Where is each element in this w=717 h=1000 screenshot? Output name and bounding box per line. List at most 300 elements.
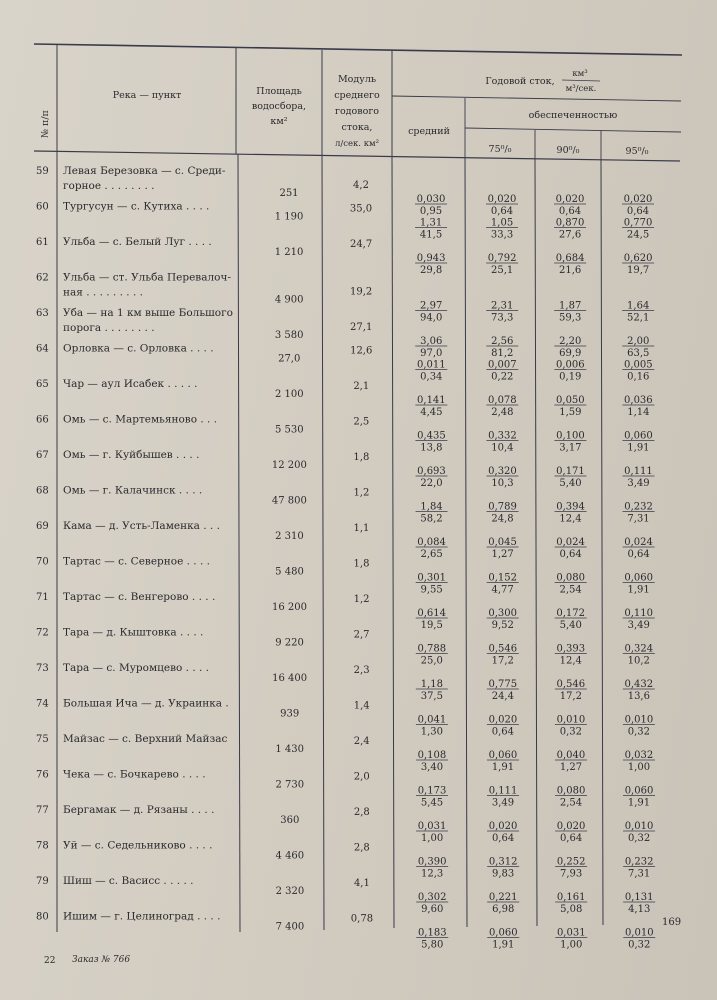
runoff-volume-km3: 0,078 (488, 395, 517, 406)
runoff-fraction-p90 (554, 336, 586, 359)
runoff-fraction-p75 (487, 608, 519, 631)
runoff-volume-km3: 0,010 (624, 714, 654, 726)
runoff-fraction-mean (416, 715, 448, 738)
runoff-volume-km3: 0,020 (487, 194, 517, 205)
runoff-module: 2,8 (353, 842, 370, 854)
runoff-fraction-mean (416, 608, 448, 631)
runoff-fraction-p75 (487, 928, 519, 951)
runoff-discharge-m3s: 81,2 (491, 348, 514, 359)
runoff-discharge-m3s: 9,52 (491, 620, 514, 631)
runoff-discharge-m3s: 1,59 (559, 407, 582, 418)
runoff-fraction-p90 (554, 194, 586, 217)
runoff-discharge-m3s: 6,98 (492, 904, 515, 915)
row-number: 79 (36, 876, 49, 887)
row-number: 76 (36, 769, 49, 781)
runoff-discharge-m3s: 1,00 (420, 833, 444, 844)
catchment-area: 1 210 (274, 247, 304, 258)
catchment-area: 7 400 (275, 921, 305, 933)
area-col-header-3: км² (270, 116, 288, 127)
row-number: 80 (36, 911, 49, 923)
runoff-fraction-mean (415, 336, 447, 359)
table-row (36, 840, 655, 880)
runoff-discharge-m3s: 1,14 (627, 407, 650, 418)
table-row (36, 236, 654, 276)
runoff-volume-km3: 0,084 (417, 537, 446, 548)
runoff-volume-km3: 0,020 (556, 821, 586, 832)
runoff-fraction-p95 (622, 253, 654, 276)
runoff-fraction-p75 (487, 715, 519, 738)
runoff-volume-km3: 1,18 (420, 679, 443, 690)
runoff-module: 12,6 (350, 345, 373, 357)
runoff-fraction-p90 (555, 857, 587, 880)
runoff-discharge-m3s: 5,80 (421, 939, 444, 951)
runoff-fraction-p95 (623, 679, 655, 702)
runoff-fraction-p90 (555, 573, 587, 596)
runoff-fraction-mean (415, 395, 447, 418)
runoff-fraction-p75 (486, 360, 518, 383)
runoff-discharge-m3s: 5,40 (559, 478, 582, 489)
runoff-module: 2,1 (353, 381, 370, 392)
runoff-discharge-m3s: 5,08 (560, 904, 583, 915)
runoff-volume-km3: 0,010 (624, 927, 654, 939)
runoff-module: 2,7 (353, 629, 370, 641)
runoff-fraction-mean (416, 857, 448, 880)
p95-col-header: 95⁰/₀ (625, 146, 649, 157)
runoff-module: 2,8 (353, 807, 370, 818)
p75-col-header: 75⁰/₀ (488, 144, 512, 155)
runoff-discharge-m3s: 33,3 (490, 229, 514, 241)
river-point-name: Тартас — с. Венгерово . . . . (63, 591, 216, 603)
runoff-volume-km3: 1,31 (419, 217, 443, 229)
runoff-volume-km3: 0,080 (556, 785, 586, 797)
runoff-volume-km3: 0,080 (556, 572, 585, 584)
runoff-fraction-mean (416, 928, 448, 951)
runoff-col-header: Годовой сток, (485, 76, 555, 87)
catchment-area: 3 580 (274, 330, 304, 341)
runoff-fraction-mean (416, 573, 448, 596)
table-row (36, 627, 655, 667)
runoff-volume-km3: 3,06 (420, 336, 443, 347)
river-point-name: Левая Березовка — с. Среди- (63, 165, 226, 177)
module-col-header-2: среднего (334, 90, 380, 101)
runoff-volume-km3: 0,770 (623, 217, 653, 229)
runoff-fraction-mean (416, 750, 448, 773)
runoff-discharge-m3s: 10,3 (491, 478, 514, 489)
runoff-fraction-mean (416, 892, 448, 915)
runoff-volume-km3: 0,010 (624, 821, 654, 832)
runoff-volume-km3: 0,252 (556, 856, 586, 868)
area-col-header-2: водосбора, (251, 101, 307, 112)
runoff-discharge-m3s: 1,91 (627, 584, 650, 596)
runoff-volume-km3: 0,060 (624, 430, 653, 442)
row-number: 68 (36, 485, 49, 497)
runoff-volume-km3: 0,111 (488, 785, 518, 797)
runoff-fraction-p95 (623, 857, 655, 880)
runoff-discharge-m3s: 19,5 (420, 620, 443, 631)
runoff-discharge-m3s: 2,48 (491, 407, 514, 418)
runoff-discharge-m3s: 37,5 (420, 691, 443, 702)
runoff-volume-km3: 1,84 (420, 501, 443, 513)
runoff-fraction-p75 (486, 253, 518, 276)
runoff-fraction-p95 (623, 750, 655, 773)
p90-col-header: 90⁰/₀ (556, 145, 580, 156)
runoff-discharge-m3s: 7,31 (628, 868, 651, 880)
runoff-volume-km3: 0,110 (624, 608, 654, 619)
runoff-fraction-p75 (486, 395, 518, 418)
runoff-discharge-m3s: 1,27 (491, 549, 514, 560)
module-col-header-1: Модуль (337, 74, 377, 85)
catchment-area: 27,0 (278, 353, 301, 365)
runoff-fraction-p75 (487, 644, 519, 667)
runoff-discharge-m3s: 24,8 (491, 513, 514, 525)
runoff-volume-km3: 0,943 (416, 253, 446, 264)
runoff-discharge-m3s: 29,8 (419, 265, 443, 276)
runoff-discharge-m3s: 0,32 (627, 833, 651, 844)
table-row (36, 733, 655, 773)
catchment-area: 12 200 (271, 460, 307, 471)
runoff-volume-km3: 0,141 (417, 395, 446, 406)
runoff-volume-km3: 0,693 (417, 466, 446, 477)
catchment-area: 2 320 (275, 886, 305, 897)
runoff-fraction-p90 (554, 360, 586, 383)
runoff-volume-km3: 0,020 (623, 194, 653, 205)
footer-left-number: 22 (44, 956, 56, 966)
runoff-module: 24,7 (349, 239, 373, 250)
runoff-volume-km3: 1,87 (559, 300, 582, 312)
module-col-header-4: стока, (341, 122, 373, 133)
runoff-discharge-m3s: 52,1 (627, 312, 650, 324)
river-point-name: Ульба — с. Белый Луг . . . . (63, 236, 212, 248)
runoff-discharge-m3s: 0,19 (559, 371, 582, 383)
runoff-fraction-p90 (555, 928, 587, 951)
runoff-fraction-p90 (554, 466, 586, 489)
runoff-discharge-m3s: 24,5 (626, 229, 650, 241)
runoff-volume-km3: 0,789 (488, 501, 517, 513)
runoff-module: 27,1 (350, 322, 373, 333)
river-point-name: Майзас — с. Верхний Майзас (63, 733, 228, 745)
runoff-volume-km3: 2,97 (420, 300, 443, 312)
runoff-fraction-p95 (623, 892, 655, 915)
runoff-fraction-p75 (486, 218, 518, 241)
runoff-fraction-mean (416, 502, 448, 525)
catchment-area: 360 (280, 815, 300, 826)
runoff-volume-km3: 0,152 (488, 572, 517, 584)
runoff-fraction-mean (416, 537, 448, 560)
runoff-discharge-m3s: 13,8 (420, 442, 443, 454)
footer-order-text: Заказ № 766 (72, 955, 131, 965)
runoff-volume-km3: 0,684 (555, 253, 585, 264)
runoff-discharge-m3s: 0,64 (491, 833, 515, 844)
runoff-fraction-p95 (622, 466, 654, 489)
runoff-volume-km3: 0,620 (623, 253, 653, 264)
catchment-area: 2 730 (275, 779, 305, 791)
river-point-name: Ишим — г. Целиноград . . . . (63, 910, 221, 923)
runoff-fraction-mean (416, 821, 448, 844)
runoff-volume-km3: 0,020 (555, 194, 585, 205)
runoff-discharge-m3s: 3,49 (627, 478, 650, 489)
river-point-name: горное . . . . . . . . (63, 180, 155, 192)
row-number: 78 (36, 840, 49, 852)
runoff-discharge-m3s: 0,34 (420, 371, 443, 383)
runoff-discharge-m3s: 0,95 (419, 206, 443, 217)
runoff-discharge-m3s: 9,83 (492, 868, 515, 880)
runoff-volume-km3: 0,024 (624, 537, 653, 548)
runoff-fraction-p75 (487, 679, 519, 702)
runoff-discharge-m3s: 0,32 (628, 939, 651, 951)
runoff-discharge-m3s: 0,64 (491, 726, 515, 738)
runoff-fraction-p95 (623, 608, 655, 631)
catchment-area: 16 400 (272, 673, 308, 684)
runoff-volume-km3: 0,301 (417, 572, 446, 584)
runoff-fraction-p90 (555, 786, 587, 809)
runoff-discharge-m3s: 17,2 (491, 655, 514, 667)
catchment-area: 4 460 (275, 850, 305, 862)
catchment-area: 251 (279, 188, 299, 199)
runoff-volume-km3: 0,870 (555, 217, 585, 229)
river-point-name: Уй — с. Седельниково . . . . (63, 839, 213, 852)
runoff-discharge-m3s: 0,64 (559, 549, 582, 560)
table-row (36, 378, 654, 418)
runoff-fraction-p90 (554, 395, 586, 418)
runoff-discharge-m3s: 9,55 (420, 584, 443, 596)
runoff-unit-bottom: м³/сек. (565, 84, 597, 94)
runoff-volume-km3: 0,050 (556, 395, 585, 406)
river-point-name: Чар — аул Исабек . . . . . (63, 378, 198, 390)
catchment-area: 939 (280, 708, 300, 720)
runoff-unit-top: км³ (572, 69, 588, 79)
river-point-name: Омь — г. Куйбышев . . . . (63, 449, 200, 461)
runoff-volume-km3: 0,060 (624, 785, 654, 797)
runoff-module: 19,2 (350, 286, 373, 298)
runoff-discharge-m3s: 58,2 (420, 513, 443, 525)
runoff-discharge-m3s: 4,13 (628, 904, 651, 915)
runoff-fraction-p95 (622, 336, 654, 359)
runoff-volume-km3: 0,302 (417, 892, 447, 903)
runoff-discharge-m3s: 5,40 (559, 620, 582, 631)
river-point-name: Кама — д. Усть-Ламенка . . . (63, 520, 220, 532)
table-row (36, 911, 655, 951)
runoff-fraction-mean (415, 466, 447, 489)
runoff-discharge-m3s: 63,5 (627, 348, 650, 359)
runoff-discharge-m3s: 1,30 (420, 726, 444, 738)
runoff-discharge-m3s: 7,31 (627, 513, 650, 525)
river-point-name: Шиш — с. Васисс . . . . . (63, 875, 194, 887)
row-number: 64 (36, 343, 49, 355)
runoff-discharge-m3s: 0,64 (558, 206, 582, 217)
runoff-discharge-m3s: 1,00 (627, 762, 651, 773)
runoff-module: 1,2 (353, 594, 370, 605)
runoff-module: 1,1 (353, 523, 370, 534)
runoff-discharge-m3s: 59,3 (559, 312, 582, 324)
runoff-volume-km3: 1,64 (627, 300, 650, 312)
runoff-fraction-p95 (623, 715, 655, 738)
runoff-fraction-p95 (623, 928, 655, 951)
runoff-fraction-p95 (623, 644, 655, 667)
row-number: 59 (36, 166, 49, 177)
river-point-name: ная . . . . . . . . . (63, 286, 143, 299)
runoff-discharge-m3s: 12,3 (421, 868, 444, 880)
runoff-fraction-p75 (486, 431, 518, 454)
table-row (36, 520, 655, 560)
table-row (36, 556, 655, 596)
row-number: 70 (36, 556, 49, 568)
runoff-volume-km3: 0,108 (417, 750, 447, 761)
runoff-volume-km3: 0,036 (624, 395, 653, 406)
runoff-fraction-p75 (487, 892, 519, 915)
runoff-discharge-m3s: 12,4 (559, 513, 582, 525)
row-number: 63 (36, 308, 49, 319)
runoff-fraction-p95 (622, 301, 654, 324)
runoff-fraction-mean (415, 218, 447, 241)
runoff-discharge-m3s: 2,65 (420, 549, 443, 560)
runoff-volume-km3: 0,320 (488, 466, 517, 477)
runoff-volume-km3: 0,432 (624, 679, 654, 690)
table-row (36, 591, 655, 631)
runoff-discharge-m3s: 73,3 (491, 312, 514, 324)
row-number: 60 (36, 201, 49, 213)
runoff-volume-km3: 2,00 (627, 336, 650, 347)
runoff-volume-km3: 0,546 (488, 643, 518, 655)
river-point-name: Тара — д. Кыштовка . . . . (63, 626, 204, 639)
runoff-fraction-p95 (622, 218, 654, 241)
river-point-name: Ульба — ст. Ульба Перевалоч- (63, 271, 231, 284)
runoff-volume-km3: 0,031 (417, 821, 447, 832)
runoff-fraction-p75 (487, 750, 519, 773)
table-row (36, 485, 655, 525)
river-point-name: Орловка — с. Орловка . . . . (63, 342, 214, 355)
runoff-module: 35,0 (349, 203, 373, 215)
catchment-area: 5 480 (275, 566, 304, 578)
runoff-fraction-p95 (623, 502, 655, 525)
runoff-module: 1,4 (353, 700, 370, 712)
table-row (36, 449, 654, 489)
river-point-name: Чека — с. Бочкарево . . . . (63, 768, 206, 781)
runoff-volume-km3: 0,007 (487, 359, 517, 371)
runoff-discharge-m3s: 24,4 (491, 691, 514, 702)
runoff-fraction-p90 (555, 502, 587, 525)
runoff-fraction-p90 (554, 253, 586, 276)
runoff-volume-km3: 0,020 (488, 821, 518, 832)
runoff-discharge-m3s: 7,93 (560, 868, 583, 880)
row-number: 61 (36, 237, 49, 248)
runoff-volume-km3: 0,006 (555, 359, 585, 371)
runoff-discharge-m3s: 3,40 (420, 762, 444, 773)
module-col-header-5: л/сек. км² (334, 139, 380, 149)
runoff-discharge-m3s: 3,49 (627, 620, 650, 631)
river-point-name: Тургусун — с. Кутиха . . . . (63, 200, 210, 213)
runoff-fraction-p95 (622, 431, 654, 454)
river-point-name: Большая Ича — д. Украинка . (63, 697, 229, 710)
runoff-volume-km3: 0,030 (416, 194, 446, 205)
runoff-volume-km3: 0,394 (556, 501, 585, 513)
catchment-area: 4 900 (274, 294, 304, 306)
runoff-discharge-m3s: 69,9 (559, 348, 582, 359)
runoff-volume-km3: 0,024 (556, 537, 585, 548)
runoff-discharge-m3s: 0,32 (559, 726, 583, 738)
runoff-fraction-p75 (487, 573, 519, 596)
runoff-volume-km3: 0,100 (556, 430, 585, 442)
runoff-volume-km3: 0,312 (488, 856, 518, 868)
runoff-discharge-m3s: 22,0 (420, 478, 443, 489)
runoff-module: 4,2 (353, 180, 369, 191)
runoff-volume-km3: 0,111 (624, 466, 653, 477)
runoff-volume-km3: 0,173 (417, 785, 447, 797)
runoff-discharge-m3s: 1,91 (627, 442, 650, 454)
runoff-discharge-m3s: 17,2 (559, 691, 582, 702)
catchment-area: 47 800 (271, 495, 307, 507)
runoff-volume-km3: 2,20 (559, 336, 582, 347)
runoff-volume-km3: 0,060 (488, 927, 518, 939)
mean-col-header: средний (408, 126, 450, 137)
runoff-discharge-m3s: 41,5 (419, 229, 443, 241)
runoff-module: 1,8 (353, 452, 370, 463)
table-row (36, 804, 655, 844)
runoff-fraction-p75 (486, 466, 518, 489)
runoff-discharge-m3s: 12,4 (559, 655, 582, 667)
runoff-volume-km3: 0,232 (624, 856, 654, 868)
runoff-volume-km3: 0,393 (556, 643, 586, 655)
runoff-fraction-p75 (487, 821, 519, 844)
runoff-discharge-m3s: 0,64 (627, 549, 650, 560)
table-row (36, 414, 654, 454)
table-row (36, 875, 655, 915)
runoff-discharge-m3s: 1,00 (560, 939, 583, 951)
runoff-volume-km3: 2,56 (491, 336, 514, 347)
runoff-discharge-m3s: 0,32 (627, 726, 651, 738)
runoff-discharge-m3s: 4,77 (491, 584, 514, 596)
runoff-volume-km3: 1,05 (490, 217, 514, 229)
runoff-volume-km3: 2,31 (491, 300, 514, 312)
runoff-volume-km3: 0,131 (624, 892, 654, 903)
runoff-discharge-m3s: 2,54 (559, 584, 582, 596)
runoff-volume-km3: 0,171 (556, 466, 585, 477)
catchment-area: 5 530 (274, 424, 304, 436)
runoff-discharge-m3s: 0,64 (559, 833, 583, 844)
runoff-volume-km3: 0,010 (556, 714, 586, 726)
runoff-volume-km3: 0,031 (556, 927, 586, 939)
runoff-fraction-p95 (623, 537, 655, 560)
catchment-area: 2 100 (274, 389, 304, 400)
runoff-volume-km3: 0,060 (488, 750, 518, 761)
runoff-discharge-m3s: 0,64 (490, 206, 514, 217)
runoff-fraction-p90 (554, 431, 586, 454)
runoff-discharge-m3s: 1,27 (559, 762, 583, 773)
row-number: 67 (36, 450, 49, 461)
runoff-discharge-m3s: 10,4 (491, 442, 514, 454)
row-number: 69 (36, 521, 49, 532)
runoff-fraction-p90 (555, 821, 587, 844)
runoff-discharge-m3s: 21,6 (558, 265, 582, 276)
runoff-fraction-p95 (623, 786, 655, 809)
row-number: 71 (36, 592, 49, 603)
runoff-fraction-p75 (486, 336, 518, 359)
runoff-fraction-p90 (555, 892, 587, 915)
table-row (36, 769, 655, 809)
runoff-discharge-m3s: 1,91 (627, 797, 651, 809)
runoff-volume-km3: 0,161 (556, 892, 586, 903)
runoff-fraction-p90 (554, 301, 586, 324)
runoff-discharge-m3s: 9,60 (421, 904, 444, 915)
runoff-fraction-p75 (487, 857, 519, 880)
provision-col-header: обеспеченностью (528, 110, 618, 121)
runoff-volume-km3: 0,221 (488, 892, 518, 903)
row-number: 66 (36, 414, 49, 426)
runoff-volume-km3: 0,775 (488, 679, 518, 690)
table-row (36, 662, 655, 702)
runoff-volume-km3: 0,183 (417, 927, 447, 939)
runoff-volume-km3: 0,005 (623, 359, 653, 371)
row-number: 77 (36, 805, 49, 816)
